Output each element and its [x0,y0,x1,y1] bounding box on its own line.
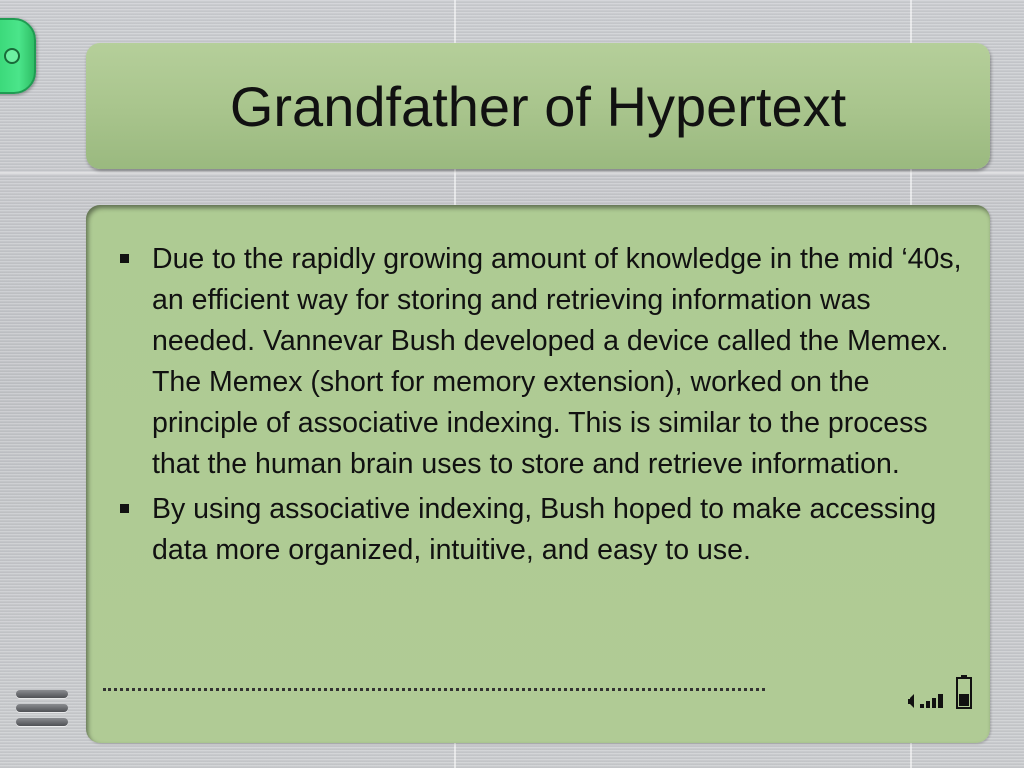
square-bullet-icon [120,504,129,513]
slide-title: Grandfather of Hypertext [229,74,847,138]
bullet-text: Due to the rapidly growing amount of knowledge in the mid ‘40s, an efficient way for storing and retrieving information was needed. Vannevar Bush developed a device called the Memex. The Memex (short for memory extension), worked on the principle of associative indexing. This is similar to the process that the human brain uses to store and retrieve information. [152,243,962,480]
menu-bar [16,690,68,698]
hamburger-menu-icon[interactable] [16,690,68,738]
signal-bars-icon [920,694,943,708]
title-panel [86,43,990,169]
battery-icon [957,675,971,708]
edge-tab-icon[interactable] [0,18,36,94]
menu-bar [16,704,68,712]
background-line [0,172,1024,174]
content-panel [86,205,990,743]
bullet-item [116,239,966,485]
menu-bar [16,718,68,726]
speaker-icon [908,694,914,708]
square-bullet-icon [120,254,129,263]
status-icons [906,672,976,710]
dotted-divider [103,688,765,691]
bullet-list [116,239,966,575]
ring-icon [4,48,20,64]
bullet-text: By using associative indexing, Bush hoped to make accessing data more organized, intuitive, and easy to use. [152,493,937,566]
bullet-item [116,489,966,571]
